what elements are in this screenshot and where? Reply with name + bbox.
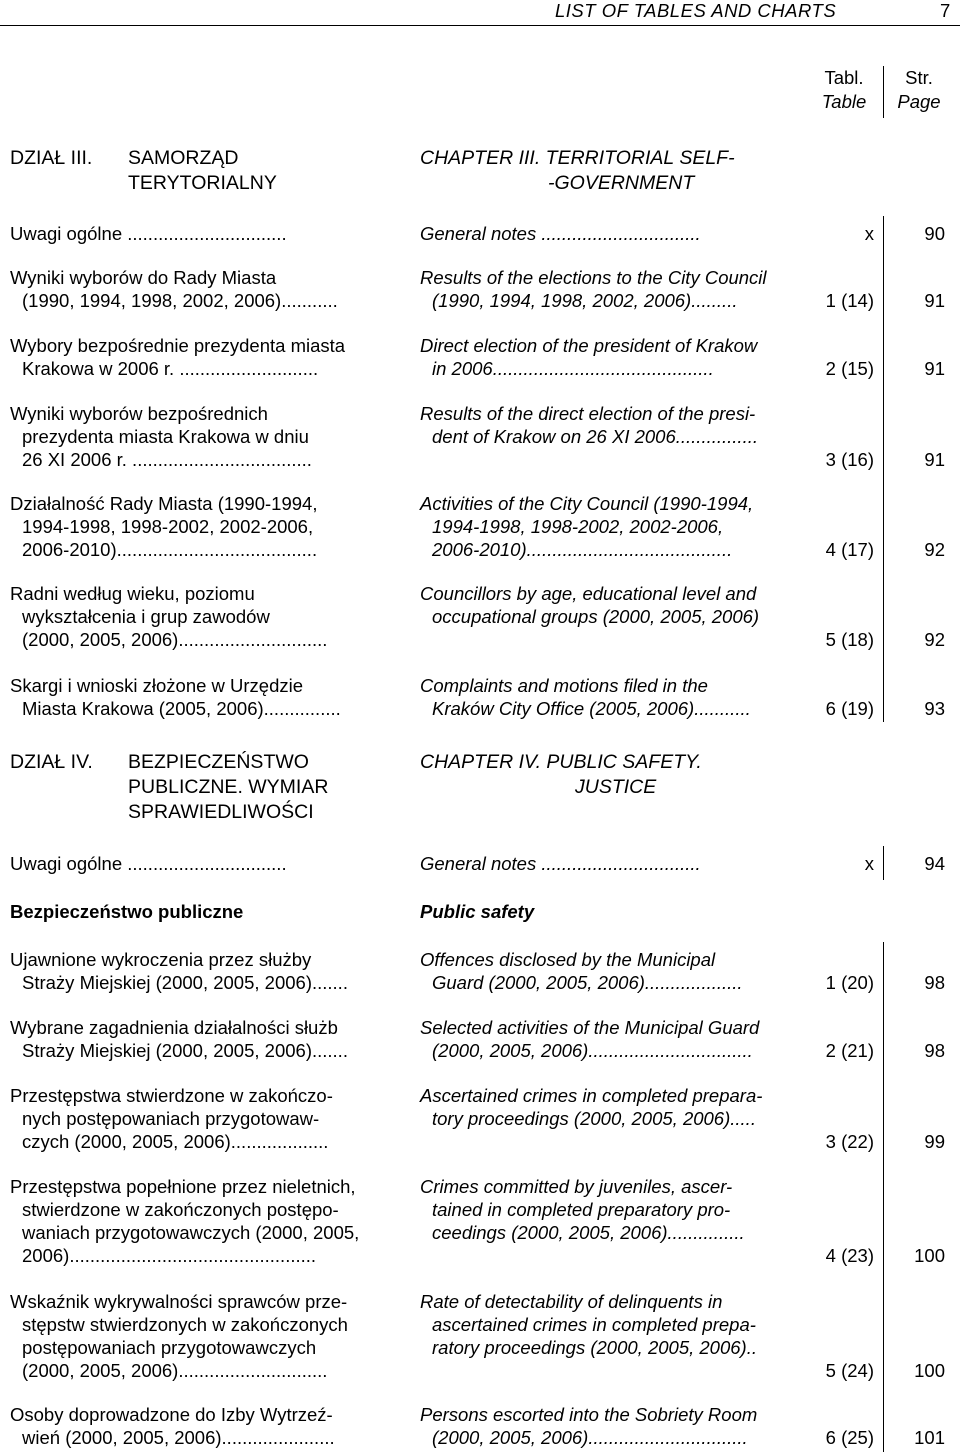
- entry-polish: Przestępstwa stwierdzone w zakończo- nych postępowaniach przygotowaw- czych (2000, 2005, 2006)...................: [10, 1085, 333, 1152]
- entry-polish: Radni według wieku, poziomu wykształcenia i grup zawodów (2000, 2005, 2006).............................: [10, 583, 328, 650]
- page-number: 94: [924, 853, 945, 874]
- entry-polish: Wyniki wyborów do Rady Miasta (1990, 1994, 1998, 2002, 2006)...........: [10, 267, 338, 311]
- running-header: [0, 0, 960, 26]
- column-separator: [883, 846, 884, 880]
- entry-polish: Ujawnione wykroczenia przez służby Straży Miejskiej (2000, 2005, 2006).......: [10, 949, 348, 993]
- section-english: Public safety: [420, 901, 535, 922]
- entry-polish: Osoby doprowadzone do Izby Wytrzeź- wień (2000, 2005, 2006)......................: [10, 1404, 335, 1448]
- entry-english: General notes ...............................: [420, 223, 701, 244]
- entry-english: Persons escorted into the Sobriety Room (2000, 2005, 2006)...............................: [420, 1404, 758, 1448]
- entry-polish: Uwagi ogólne ...............................: [10, 853, 287, 874]
- entry-english: Rate of detectability of delinquents in ascertained crimes in completed prepa- ratory proceedings (2000, 2005, 2006)..: [420, 1291, 757, 1358]
- page-number: 93: [924, 698, 945, 719]
- tabl-label: Tabl.: [824, 67, 864, 88]
- header-page-number: 7: [940, 0, 951, 21]
- toc-entry: [0, 674, 960, 720]
- table-number: 3 (16): [825, 449, 874, 470]
- toc-entry: [0, 1175, 960, 1267]
- toc-entry-general-notes: [0, 852, 960, 875]
- toc-entry: [0, 948, 960, 994]
- entry-english: General notes ...............................: [420, 853, 701, 874]
- table-number: 4 (17): [825, 539, 874, 560]
- page-number: 99: [924, 1131, 945, 1152]
- table-number: 6 (25): [825, 1427, 874, 1448]
- page-number: 98: [924, 972, 945, 993]
- entry-polish: Wskaźnik wykrywalności sprawców prze- stępstw stwierdzonych w zakończonych postępowaniach przygotowawczych (2000, 2005, 2006).............................: [10, 1291, 348, 1381]
- table-number: x: [864, 223, 874, 244]
- entry-english: Councillors by age, educational level and occupational groups (2000, 2005, 2006): [420, 583, 760, 627]
- chapter-4-polish-title: DZIAŁ IV. BEZPIECZEŃSTWO PUBLICZNE. WYMIAR SPRAWIEDLIWOŚCI: [10, 751, 329, 823]
- section-polish: Bezpieczeństwo publiczne: [10, 901, 244, 922]
- toc-entry: [0, 334, 960, 380]
- entry-english: Results of the direct election of the presi- dent of Krakow on 26 XI 2006................: [420, 403, 758, 447]
- column-separator: [883, 66, 884, 118]
- page-number: 90: [924, 223, 945, 244]
- entry-english: Crimes committed by juveniles, ascer- tained in completed preparatory pro- ceedings (2000, 2005, 2006)...............: [420, 1176, 745, 1243]
- toc-entry: [0, 222, 960, 245]
- entry-english: Complaints and motions filed in the Kraków City Office (2005, 2006)...........: [420, 675, 751, 719]
- page-number: 98: [924, 1040, 945, 1061]
- page-number: 91: [924, 449, 945, 470]
- toc-entry: [0, 582, 960, 651]
- toc-entry: [0, 492, 960, 561]
- entry-english: Direct election of the president of Krakow in 2006...........................................: [420, 335, 758, 379]
- str-label: Str.: [905, 67, 933, 88]
- section-heading: [0, 900, 960, 923]
- page-number: 92: [924, 629, 945, 650]
- toc-entry: [0, 1016, 960, 1062]
- table-number: 5 (24): [825, 1360, 874, 1381]
- entry-polish: Wyniki wyborów bezpośrednich prezydenta miasta Krakowa w dniu 26 XI 2006 r. ...................................: [10, 403, 312, 470]
- page-label: Page: [897, 91, 941, 112]
- column-separator: [883, 942, 884, 1452]
- column-separator: [883, 216, 884, 722]
- page-number: 101: [914, 1427, 945, 1448]
- entry-english: Activities of the City Council (1990-1994, 1994-1998, 1998-2002, 2002-2006, 2006-2010)........................................: [420, 493, 754, 560]
- entry-english: Offences disclosed by the Municipal Guard (2000, 2005, 2006)...................: [420, 949, 743, 993]
- entry-english: Selected activities of the Municipal Guard (2000, 2005, 2006)................................: [420, 1017, 760, 1061]
- table-number: 2 (15): [825, 358, 874, 379]
- table-column-header: [806, 66, 882, 114]
- table-number: 5 (18): [825, 629, 874, 650]
- table-number: 1 (20): [825, 972, 874, 993]
- entry-polish: Działalność Rady Miasta (1990-1994, 1994-1998, 1998-2002, 2002-2006, 2006-2010).......................................: [10, 493, 318, 560]
- entry-polish: Skargi i wnioski złożone w Urzędzie Miasta Krakowa (2005, 2006)...............: [10, 675, 341, 719]
- entry-polish: Wybrane zagadnienia działalności służb Straży Miejskiej (2000, 2005, 2006).......: [10, 1017, 348, 1061]
- table-number: 1 (14): [825, 290, 874, 311]
- page-column-header: [888, 66, 950, 114]
- toc-entry: [0, 1084, 960, 1153]
- page-number: 92: [924, 539, 945, 560]
- entry-english: Results of the elections to the City Council (1990, 1994, 1998, 2002, 2006).........: [420, 267, 767, 311]
- page-number: 91: [924, 358, 945, 379]
- table-number: x: [864, 853, 874, 874]
- entry-polish: Uwagi ogólne ...............................: [10, 223, 287, 244]
- chapter-3-polish-title: DZIAŁ III. SAMORZĄD TERYTORIALNY: [10, 147, 277, 194]
- toc-entry: [0, 1403, 960, 1449]
- page-number: 100: [914, 1360, 945, 1381]
- table-number: 3 (22): [825, 1131, 874, 1152]
- entry-polish: Przestępstwa popełnione przez nieletnich, stwierdzone w zakończonych postępo- waniach przygotowawczych (2000, 2005, 2006)................................................: [10, 1176, 360, 1266]
- page-number: 91: [924, 290, 945, 311]
- toc-entry: [0, 402, 960, 471]
- table-number: 2 (21): [825, 1040, 874, 1061]
- entry-polish: Wybory bezpośrednie prezydenta miasta Krakowa w 2006 r. ...........................: [10, 335, 346, 379]
- chapter-4-english-title: CHAPTER IV. PUBLIC SAFETY. JUSTICE: [420, 751, 702, 798]
- header-rule: [0, 25, 960, 26]
- table-number: 4 (23): [825, 1245, 874, 1266]
- entry-english: Ascertained crimes in completed prepara- tory proceedings (2000, 2005, 2006).....: [420, 1085, 763, 1129]
- table-number: 6 (19): [825, 698, 874, 719]
- toc-entry: [0, 1290, 960, 1382]
- page-number: 100: [914, 1245, 945, 1266]
- table-label: Table: [821, 91, 867, 112]
- chapter-3-english-title: CHAPTER III. TERRITORIAL SELF- -GOVERNMENT: [420, 147, 735, 194]
- toc-entry: [0, 266, 960, 312]
- header-title: LIST OF TABLES AND CHARTS: [555, 0, 837, 21]
